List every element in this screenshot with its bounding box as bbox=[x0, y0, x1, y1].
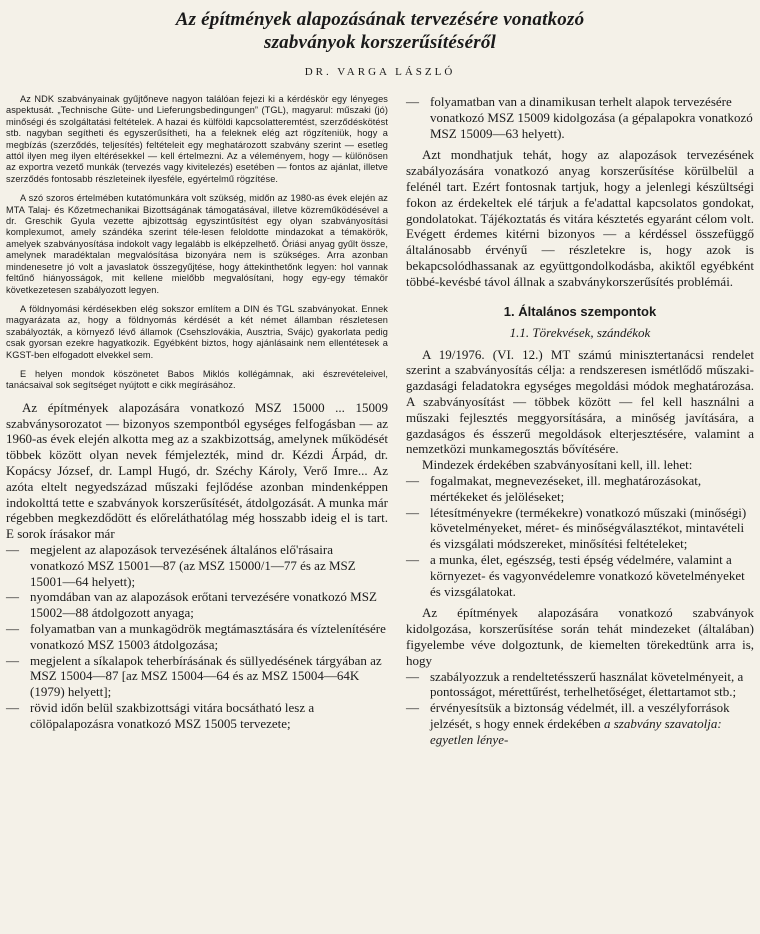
abstract-paragraph: Az NDK szabványainak gyűjtőneve nagyon találóan fejezi ki a kérdéskör egy lényeges aspektusát. „Technische Güte- und Lieferungsbedingungen” (TGL), magyarul: műszaki (jó) minőségi és szolgáltatási feltételek. A hazai és külföldi kapcsolatteremtést, szerződéskötést stb. nagyban segítheti és egyszerűsítheti, ha a feleknek elég azt rögzíteniük, hogy a megbízás (szerződés, teljesítés) feltételeit egy meghatározott szabvány szerint — esetleg attól ilyen meg ilyen eltérésekkel — kell értelmezni. Az a véleményem, hogy — különösen az exportra vezető munkák (tervezés vagy kivitelezés) esetében — fontos az ajánlat, illetve szerződés fontosabb részleteinek ilyesféle, egyértelmű rögzítése. bbox=[6, 94, 388, 184]
title-line-2: szabványok korszerűsítéséről bbox=[263, 32, 497, 53]
body-paragraph: Mindezek érdekében szabványosítani kell, ill. lehet: bbox=[422, 457, 693, 473]
list-item-text: érvényesítsük a biztonság védelmét, ill. a veszélyforrások jelzését, s hogy ennek érdekében bbox=[430, 700, 730, 731]
left-column bbox=[6, 94, 388, 731]
body-paragraph: Az építmények alapozására vonatkozó MSZ 15000 ... 15009 szabványsorozatot — bizonyos szempontból egységes felfogásban — az 1960-as évek elején alkotta meg az a szakbizottság, amelynek működését többek között olyan nevek fémjelezték, mind dr. Kézdi Árpád, dr. Kopácsy József, dr. Lampl Hugó, dr. Széchy Károly, Verő Imre... Az azóta eltelt negyedszázad műszaki fejlődése azonban mindenképpen indokolttá tette e szabványok korszerűsítését, átdolgozását. A munka már régebben megkezdődött és előreláthatólag még hosszabb ideig el is tart. E sorok írásakor már bbox=[6, 399, 388, 542]
article-title bbox=[0, 8, 760, 54]
goals-list bbox=[406, 669, 754, 748]
right-column bbox=[406, 94, 754, 747]
abstract-paragraph: A szó szoros értelmében kutatómunkára volt szükség, midőn az 1980-as évek elején az MTA Talaj- és Kőzetmechanikai Bizottságának támogatásával, illetve közreműködésével a dr. Greschik Gyula vezette ajbizottság egyszintűsítést egy olyan szabványosítási komplexumot, amely szándéka szerint téle-lesen feloldotte mindazokat a témakörök, amelyek szabványosítása indokolt vagy legalább is elképzelhető. Óriási anyag gyűlt össze, amelynek maradéktalan megvalósítása bizonyára nem is szükséges. Arra azonban mindenesetre jó volt a javaslatok összegyűjtése, hogy áttekinthetőnk legyen: hol vannak feltűnő hiányosságok, mit kellene mielőbb megvalósítani, hogy egy-egy témakör következetesen szabályozott legyen. bbox=[6, 193, 388, 295]
abstract-paragraph: A földnyomási kérdésekben elég sokszor említem a DIN és TGL szabványokat. Ennek magyarázata az, hogy a földnyomás kérdését a két német államban részletesen szabályozták, a környező lévő államok (Csehszlovákia, Ausztria, Svájc) gyakorlata pedig csak gyorsan ezekre hagyatkozik. Egyébként biztos, hogy ajánlásaink nem ellentétesek a KGST-ben elfogadott elvekkel sem. bbox=[6, 303, 388, 360]
list-item: — folyamatban van a dinamikusan terhelt alapok tervezésére vonatkozó MSZ 15009 kidolgozása (a gépalapokra vonatkozó MSZ 15009—63 helyett). bbox=[406, 94, 754, 141]
list-item: — megjelent az alapozások tervezésének általános elő'rásaira vonatkozó MSZ 15001—87 (az MSZ 15000/1—77 és az MSZ 15001—64 helyett); bbox=[6, 542, 388, 589]
list-item: — szabályozzuk a rendeltetésszerű használat követelményeit, a pontosságot, mérettűrést, terhelhetőséget, élettartamot stb.; bbox=[406, 669, 754, 701]
title-line-1: Az építmények alapozásának tervezésére vonatkozó bbox=[175, 9, 585, 30]
list-item: — nyomdában van az alapozások erőtani tervezésére vonatkozó MSZ 15002—88 átdolgozott anyaga; bbox=[6, 589, 388, 621]
list-item: — létesítményekre (termékekre) vonatkozó műszaki (minőségi) követelményeket, méret- és minőségválasztékot, mintavételi és vizsgálati módszereket, minősítési feltételeket; bbox=[406, 505, 754, 552]
body-paragraph: Azt mondhatjuk tehát, hogy az alapozások tervezésének szabályozására vonatkozó anyag korszerűsítése körülbelül a felénél tart. Ezért fontosnak tartjuk, hogy a jelenlegi készültségi fokon az érdekeltek elé tárjuk a fe'adattal kapcsolatos gondokat, gondolatokat. Tájékoztatás és vitára késztetés egyaránt célom volt. Evégett érdemes kitérni bizonyos — a kérdéssel összefüggő általánosabb érvényű — részletekre is, hogy azok is bekapcsolódhassanak az együttgondolkodásba, akiktől egyébként többé-kevésbé távol állnak a szabványkorszerűsítés problémái. bbox=[406, 147, 754, 289]
list-item: — megjelent a síkalapok teherbírásának és süllyedésének tárgyában az MSZ 15004—87 [az MSZ 15004—64 és az MSZ 15004—64K (1979) helyett]; bbox=[6, 653, 388, 700]
list-item: — folyamatban van a munkagödrök megtámasztására és víztelenítésére vonatkozó MSZ 15003 átdolgozása; bbox=[6, 621, 388, 653]
standards-status-list bbox=[6, 542, 388, 732]
list-item: — rövid időn belül szakbizottsági vitára bocsátható lesz a cölöpalapozásra vonatkozó MSZ 15005 tervezete; bbox=[6, 700, 388, 732]
section-heading: 1. Általános szempontok bbox=[503, 303, 657, 319]
list-item: — fogalmakat, megnevezéseket, ill. meghatározásokat, mértékeket és jelöléseket; bbox=[406, 473, 754, 505]
body-paragraph: Az építmények alapozására vonatkozó szabványok kidolgozása, korszerűsítése során tehát mindezeket (általában) figyelembe véve dolgoztunk, de kiemelten törekedtünk arra is, hogy bbox=[406, 605, 754, 668]
body-paragraph: A 19/1976. (VI. 12.) MT számú minisztertanácsi rendelet szerint a szabványosítás célja: a rendszeresen ismétlődő műszaki-gazdasági feladatokra egységes megoldási módok meghatározása. A szabványosítást — többek között — fel kell használni a műszaki fejlesztés meggyorsítására, a minőség javítására, a gazdaságos és ésszerű megoldások elterjesztésére, valamint a nemzetközi munkamegosztás bővítésére. bbox=[406, 346, 754, 457]
subsection-heading: 1.1. Törekvések, szándékok bbox=[509, 324, 651, 340]
abstract-paragraph: E helyen mondok köszönetet Babos Miklós kollégámnak, aki észrevételeivel, tanácsaival sok segítséget nyújtott e cikk megírásához. bbox=[6, 368, 388, 391]
abstract-block bbox=[6, 94, 388, 392]
list-item bbox=[406, 700, 754, 747]
list-item-italic-text: a szabvány szavatolja: egyetlen lénye- bbox=[430, 715, 722, 747]
standardization-scope-list bbox=[406, 473, 754, 599]
standards-status-list-continued bbox=[406, 94, 754, 141]
author-byline: DR. VARGA LÁSZLÓ bbox=[304, 66, 456, 78]
list-item: — a munka, élet, egészség, testi épség védelmére, valamint a környezet- és vagyonvédelemre vonatkozó követelményeket és vizsgálatokat. bbox=[406, 552, 754, 599]
